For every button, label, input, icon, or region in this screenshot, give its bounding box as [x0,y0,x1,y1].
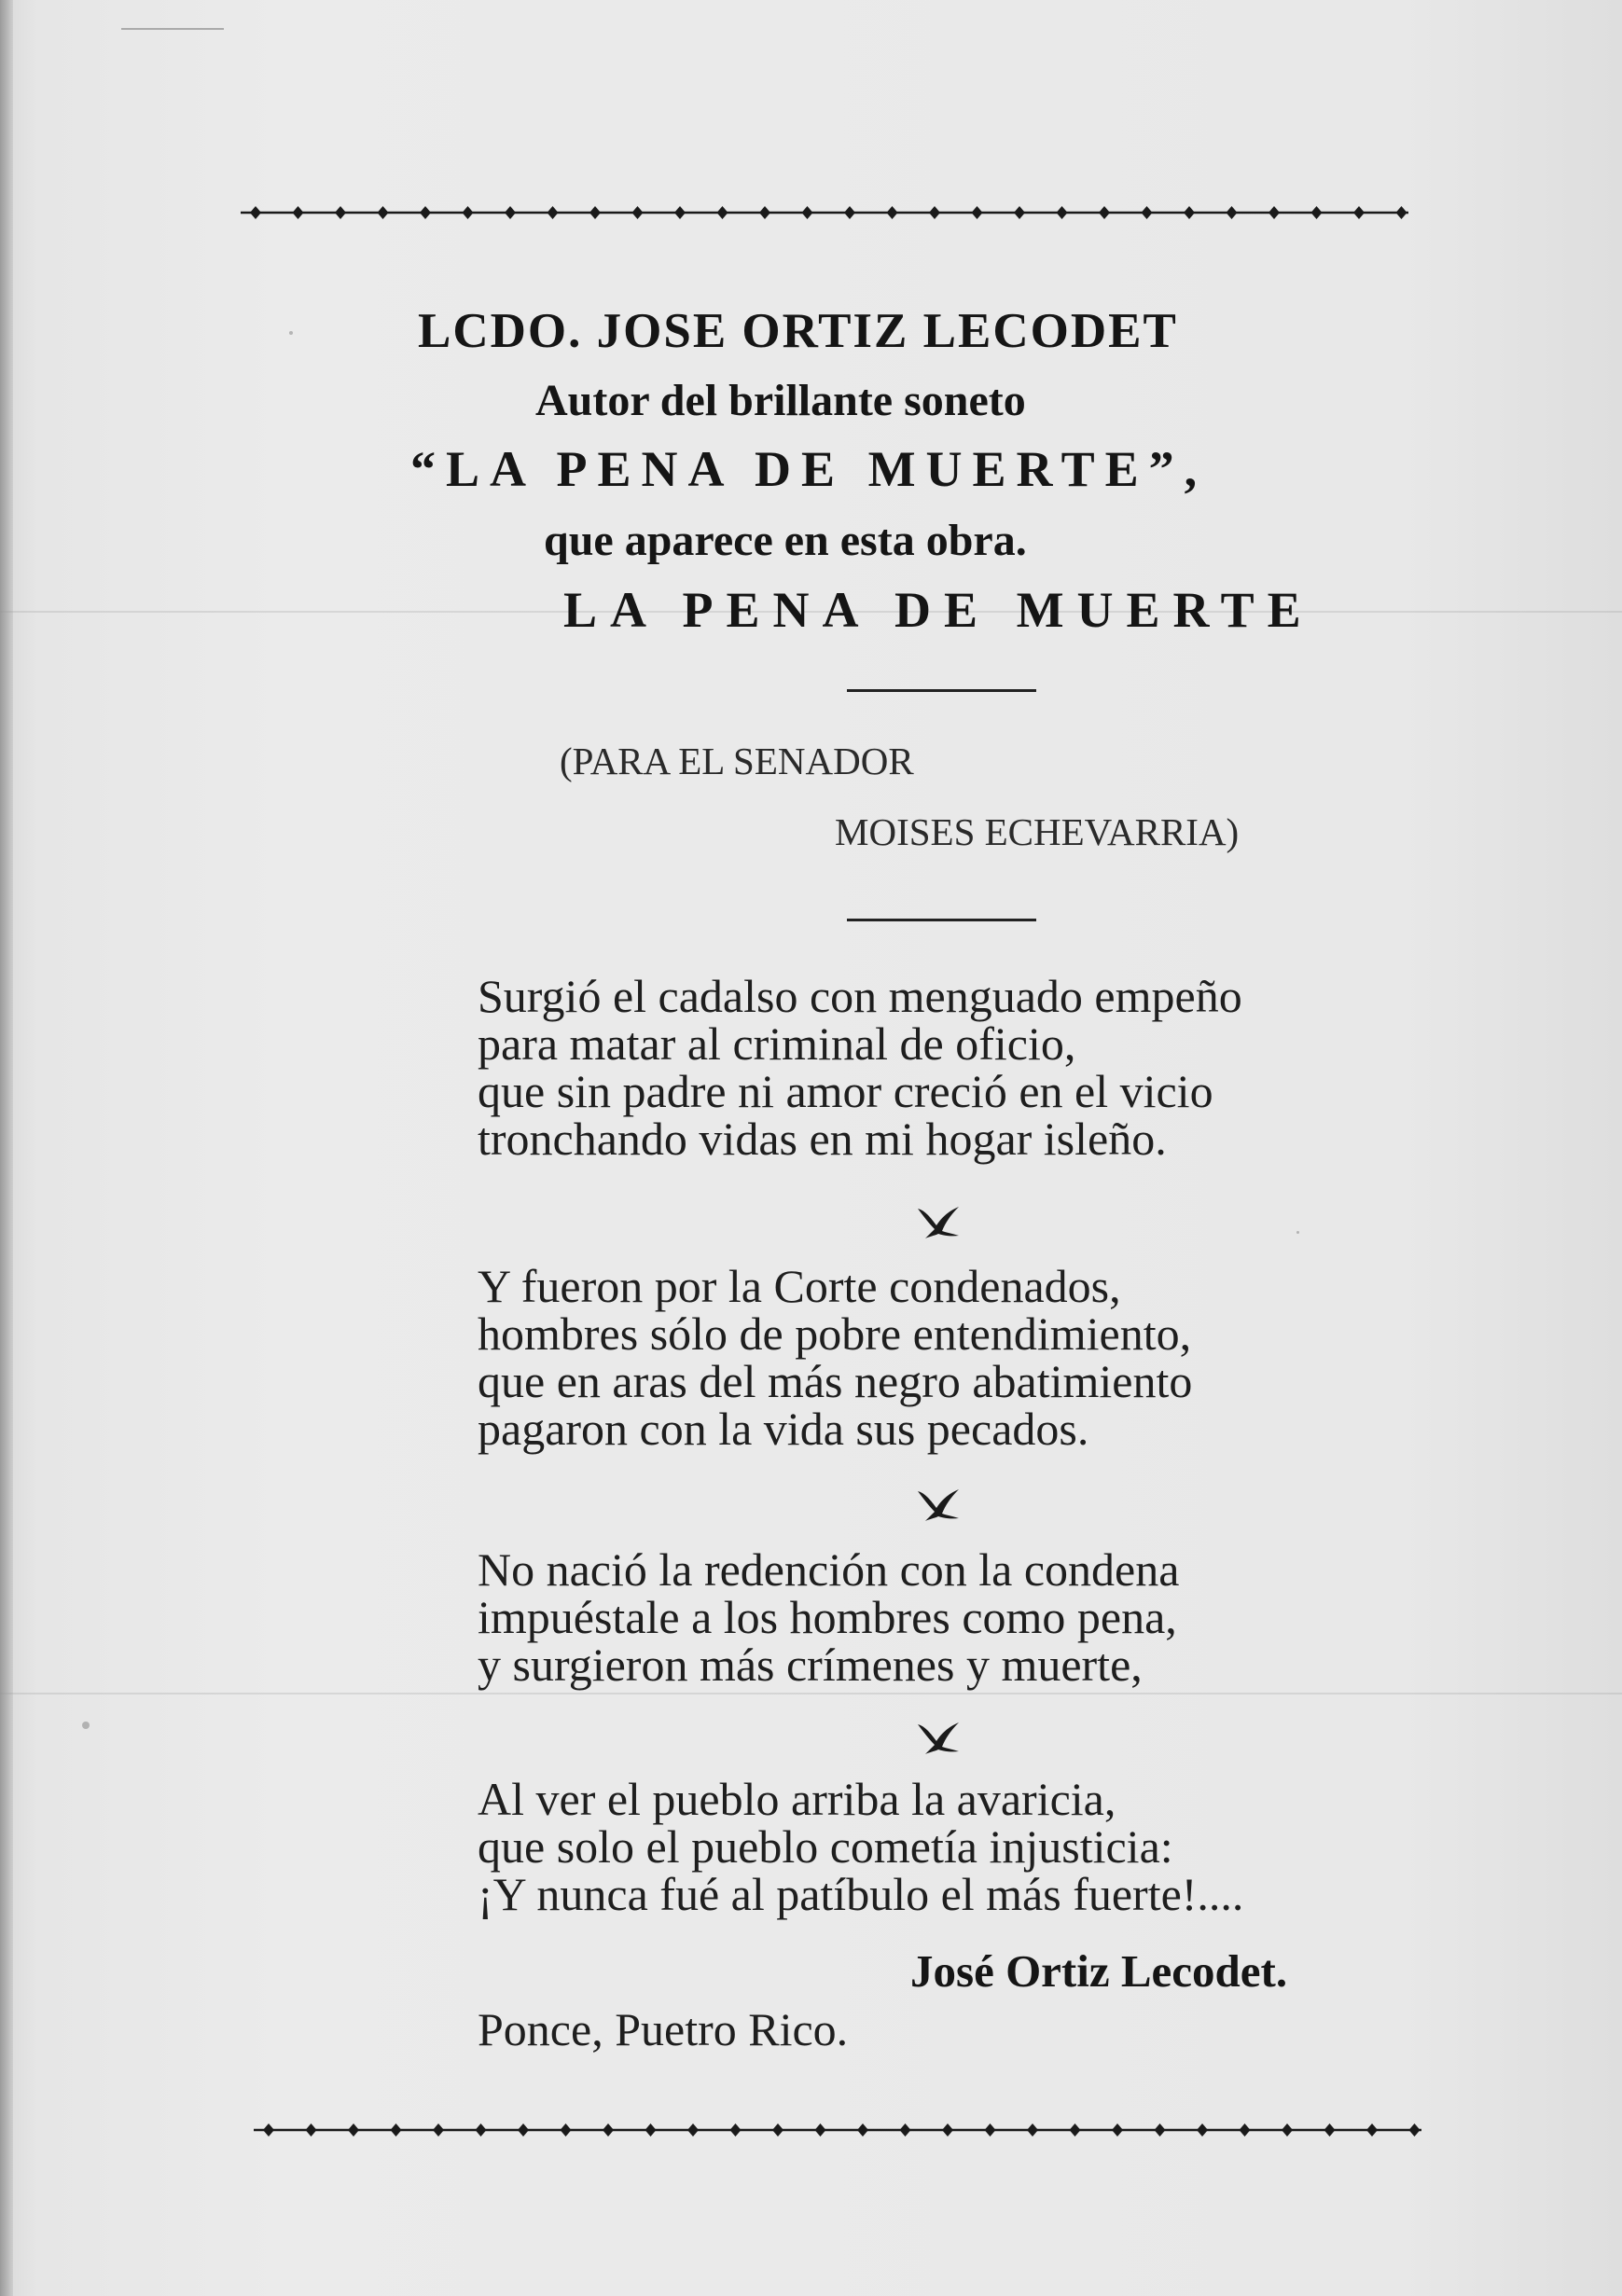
diamond-ornament-icon [887,206,898,219]
diamond-ornament-icon [645,2123,657,2137]
author-of-sonnet-line: Autor del brillante soneto [535,376,1026,425]
diamond-ornament-icon [1366,2123,1378,2137]
diamond-ornament-icon [548,206,559,219]
diamond-ornament-icon [420,206,431,219]
verse-line: Al ver el pueblo arriba la avaricia, [478,1773,1116,1825]
diamond-ornament-icon [518,2123,529,2137]
diamond-ornament-icon [1227,206,1238,219]
diamond-ornament-icon [929,206,940,219]
diamond-ornament-icon [1099,206,1110,219]
poem-title: LA PENA DE MUERTE [563,582,1314,638]
swallow-bird-icon [916,1203,963,1240]
diamond-ornament-icon [1396,206,1407,219]
verse-line: hombres sólo de pobre entendimiento, [478,1307,1192,1360]
verse-line: impuéstale a los hombres como pena, [478,1591,1177,1643]
swallow-bird-icon [916,1486,963,1523]
diamond-ornament-icon [972,206,983,219]
diamond-ornament-icon [857,2123,868,2137]
verse-line: y surgieron más crímenes y muerte, [478,1639,1143,1691]
diamond-ornament-icon [1197,2123,1208,2137]
bottom-diamond-border [254,2121,1421,2139]
stanza-1 [478,970,1242,1165]
diamond-ornament-icon [1184,206,1195,219]
verse-line: Surgió el cadalso con menguado empeño [478,970,1242,1022]
verse-line: que sin padre ni amor creció en el vicio [478,1065,1213,1117]
diamond-ornament-icon [1240,2123,1251,2137]
diamond-ornament-icon [378,206,389,219]
diamond-ornament-icon [1112,2123,1123,2137]
diamond-ornament-icon [632,206,644,219]
diamond-ornament-icon [1142,206,1153,219]
diamond-ornament-icon [900,2123,911,2137]
paper-speck [289,331,293,335]
paper-speck [82,1722,90,1729]
diamond-ornament-icon [985,2123,996,2137]
paper-fold-line [0,1693,1622,1694]
diamond-ornament-icon [561,2123,572,2137]
verse-line: Y fueron por la Corte condenados, [478,1260,1121,1312]
diamond-ornament-icon [293,206,304,219]
top-diamond-border [241,203,1408,222]
verse-line: pagaron con la vida sus pecados. [478,1403,1089,1455]
swallow-bird-icon [916,1719,963,1756]
diamond-ornament-icon [603,2123,614,2137]
diamond-ornament-icon [505,206,516,219]
appears-in-work-line: que aparece en esta obra. [544,516,1027,565]
verse-line: ¡Y nunca fué al patíbulo el más fuerte!.... [478,1868,1244,1920]
diamond-ornament-icon [717,206,728,219]
stanza-3 [478,1543,1180,1691]
diamond-ornament-icon [263,2123,274,2137]
diamond-ornament-icon [1014,206,1025,219]
diamond-ornament-icon [391,2123,402,2137]
quoted-sonnet-title: “LA PENA DE MUERTE”, [410,441,1208,497]
verse-line: que solo el pueblo cometía injusticia: [478,1820,1173,1873]
diamond-ornament-icon [844,206,855,219]
diamond-ornament-icon [1282,2123,1293,2137]
author-name-heading: LCDO. JOSE ORTIZ LECODET [418,304,1178,358]
diamond-ornament-icon [1311,206,1323,219]
diamond-ornament-icon [1057,206,1068,219]
author-signature: José Ortiz Lecodet. [910,1945,1288,1997]
diamond-ornament-icon [335,206,346,219]
diamond-ornament-icon [250,206,261,219]
diamond-ornament-icon [476,2123,487,2137]
diamond-ornament-icon [802,206,813,219]
diamond-ornament-icon [1070,2123,1081,2137]
verse-line: No nació la redención con la condena [478,1543,1180,1596]
page-binding-edge [0,0,13,2296]
diamond-ornament-icon [1353,206,1365,219]
diamond-ornament-icon [759,206,770,219]
diamond-ornament-icon [1155,2123,1166,2137]
diamond-ornament-icon [687,2123,699,2137]
diamond-ornament-icon [674,206,686,219]
diamond-ornament-icon [1409,2123,1421,2137]
diamond-ornament-icon [730,2123,742,2137]
diamond-ornament-icon [772,2123,783,2137]
diamond-ornament-icon [942,2123,953,2137]
dedication-line-1: (PARA EL SENADOR [560,740,914,782]
horizontal-rule-top [847,689,1036,692]
page-tab-mark [121,0,224,30]
diamond-ornament-icon [433,2123,444,2137]
place-line: Ponce, Puetro Rico. [478,2003,849,2055]
stanza-4 [478,1773,1244,1920]
diamond-ornament-icon [1027,2123,1038,2137]
horizontal-rule-bottom [847,919,1036,921]
stanza-2 [478,1260,1193,1455]
dedication-line-2: MOISES ECHEVARRIA) [835,810,1240,853]
verse-line: que en aras del más negro abatimiento [478,1355,1193,1407]
diamond-ornament-icon [815,2123,826,2137]
diamond-ornament-icon [348,2123,359,2137]
paper-speck [1296,1231,1299,1234]
diamond-ornament-icon [1268,206,1280,219]
diamond-ornament-icon [589,206,601,219]
verse-line: tronchando vidas en mi hogar isleño. [478,1113,1167,1165]
diamond-ornament-icon [306,2123,317,2137]
verse-line: para matar al criminal de oficio, [478,1017,1076,1070]
diamond-ornament-icon [463,206,474,219]
diamond-ornament-icon [1324,2123,1336,2137]
